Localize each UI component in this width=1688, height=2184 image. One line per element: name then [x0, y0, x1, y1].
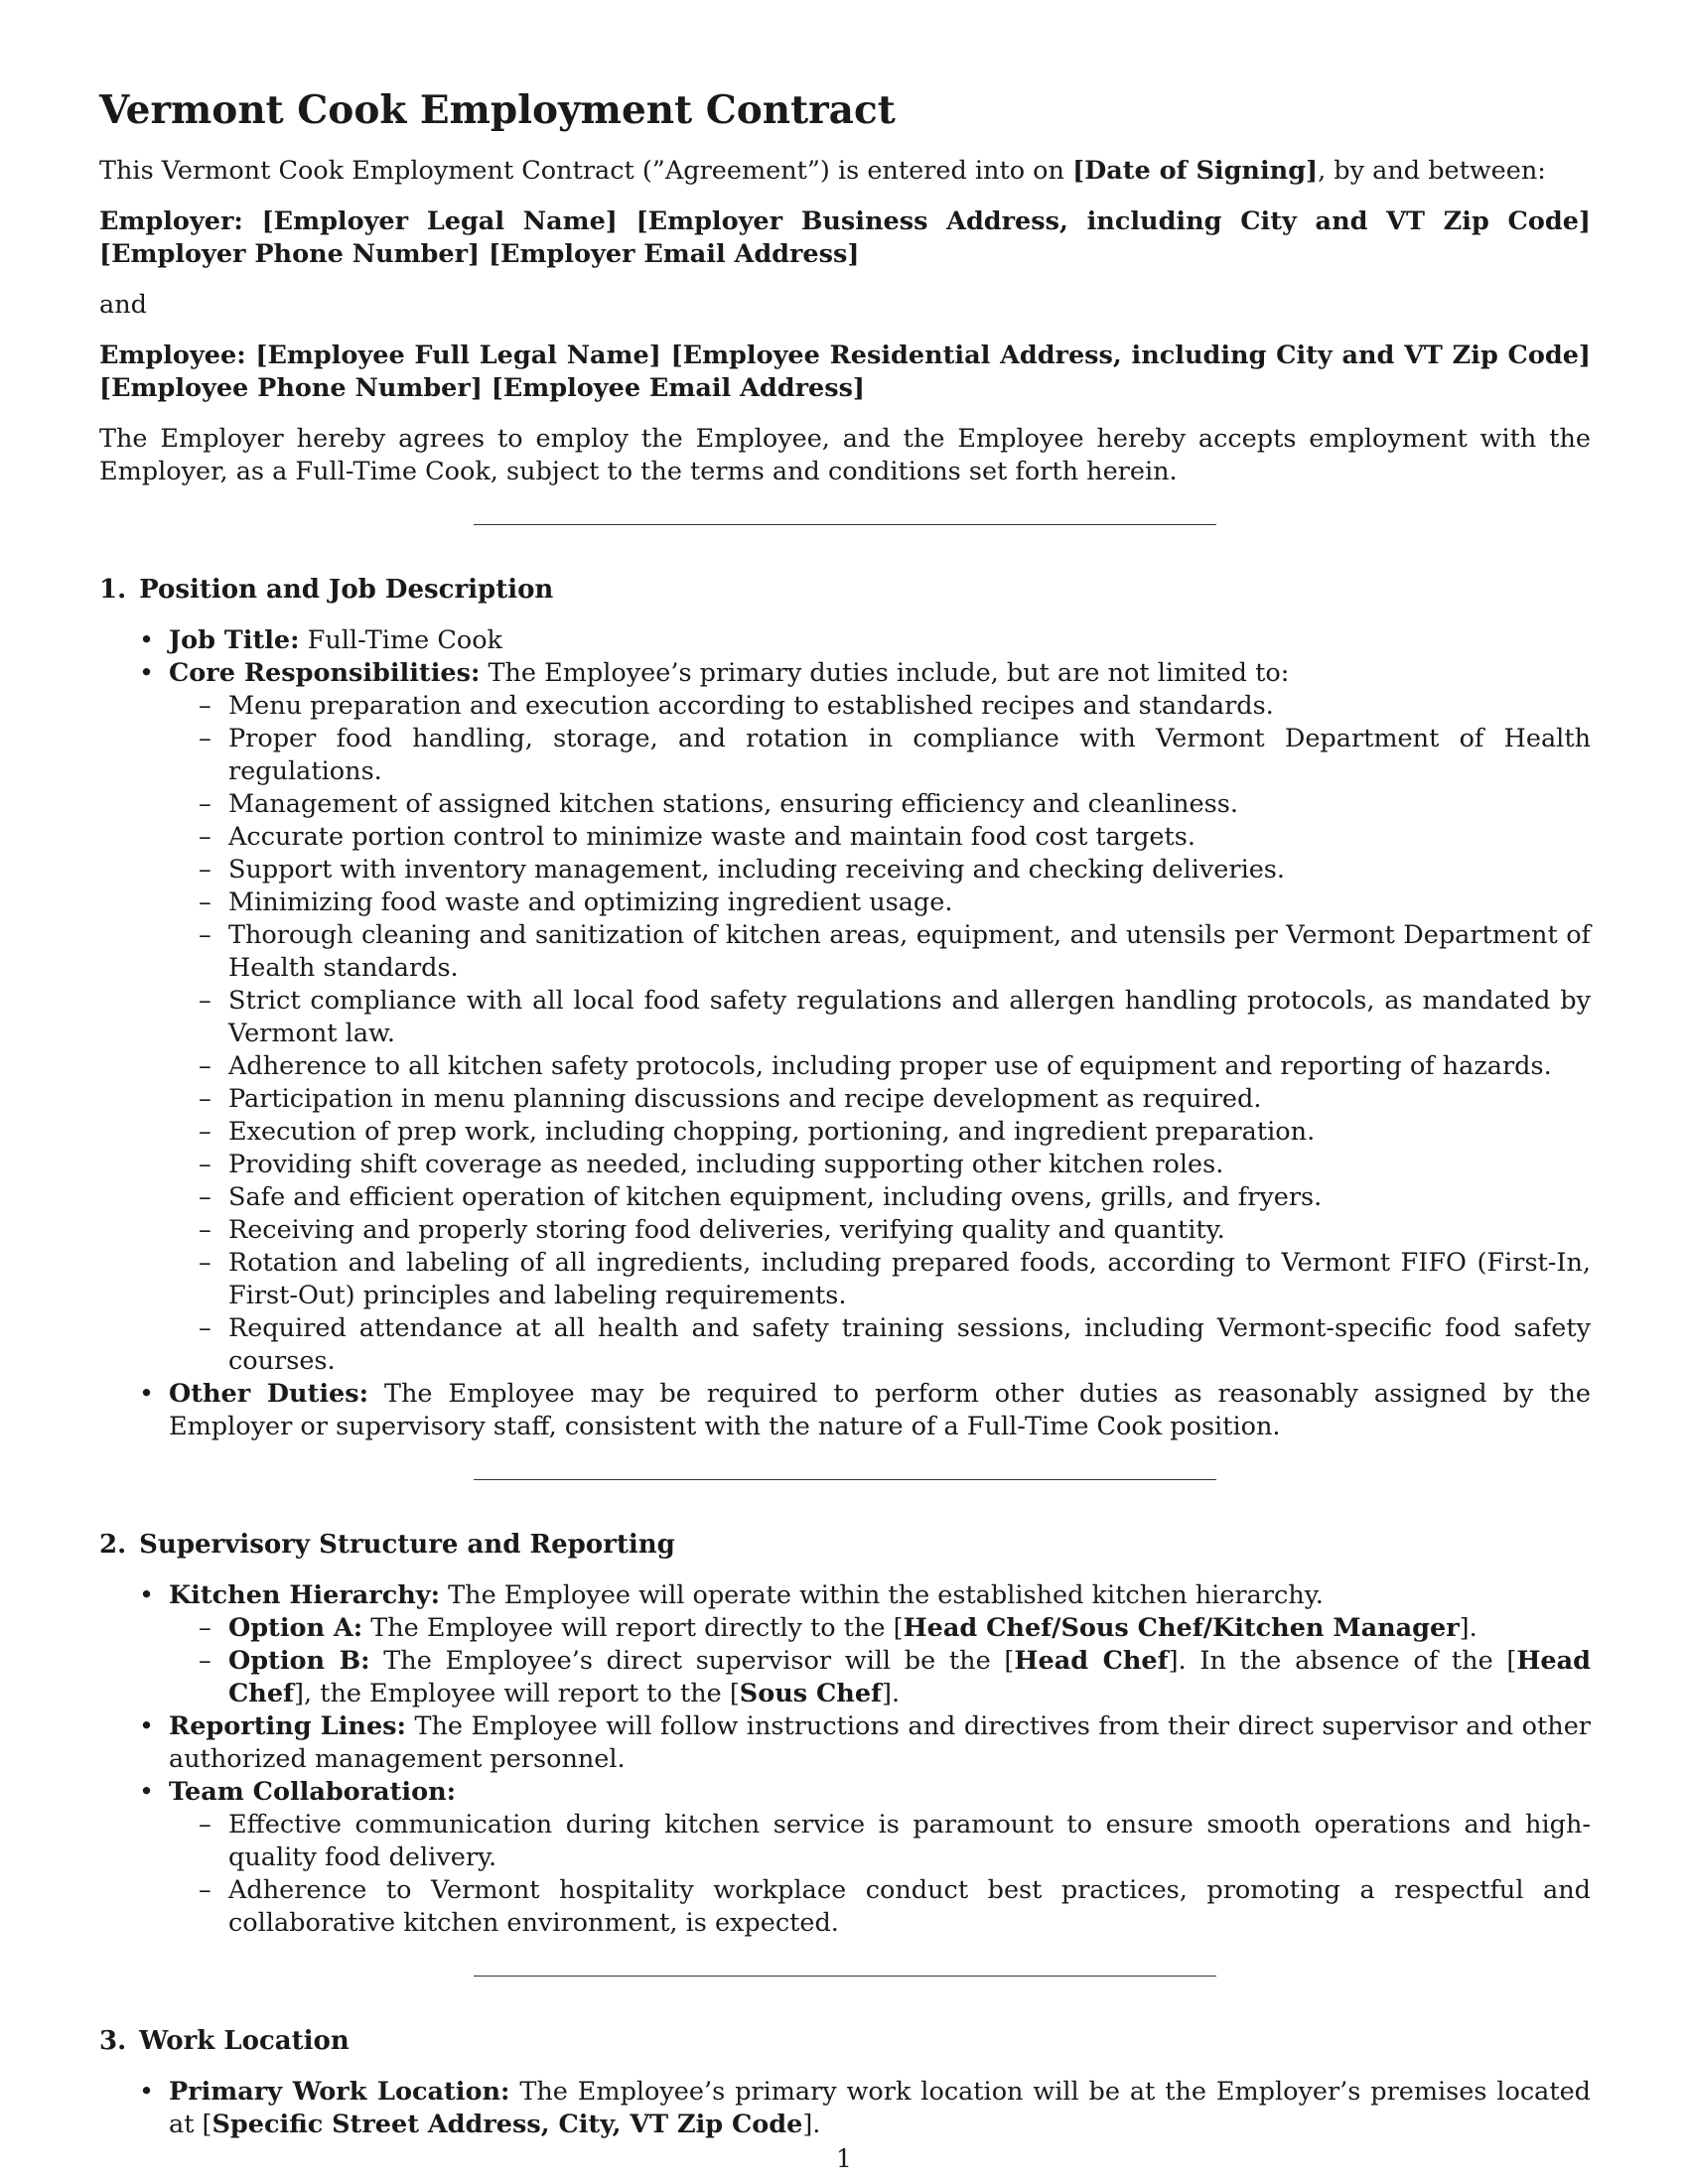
other-duties-item [169, 1378, 1591, 1443]
team-collaboration-list [169, 1809, 1591, 1940]
other-duties-text: The Employee may be required to perform other duties as reasonably assigned by the Employer or supervisory staff, consistent with the nature of a Full-Time Cook position. [169, 1379, 1591, 1441]
employee-block [99, 340, 1591, 405]
list-item: – Proper food handling, storage, and rotation in compliance with Vermont Department of Health regulations. [228, 723, 1591, 788]
core-responsibilities-item [169, 657, 1591, 1378]
and-text: and [99, 290, 147, 320]
primary-work-location-text: The Employee’s primary work location will be at the Employer’s premises located at [ [169, 2077, 1591, 2139]
list-item: – Strict compliance with all local food safety regulations and allergen handling protocols, as mandated by Vermont law. [228, 985, 1591, 1050]
reporting-lines-text: The Employee will follow instructions and directives from their direct supervisor and other authorized management personnel. [169, 1711, 1591, 1774]
list-item: – Execution of prep work, including chopping, portioning, and ingredient preparation. [228, 1116, 1591, 1149]
other-duties-label: Other Duties: [169, 1379, 369, 1409]
list-item: – Participation in menu planning discussions and recipe development as required. [228, 1083, 1591, 1116]
date-placeholder: [Date of Signing] [1072, 156, 1319, 186]
list-item: – Adherence to all kitchen safety protocols, including proper use of equipment and reporting of hazards. [228, 1050, 1591, 1083]
kitchen-hierarchy-text: The Employee will operate within the established kitchen hierarchy. [440, 1580, 1324, 1610]
section-3-heading: 3. Work Location [99, 2026, 350, 2056]
list-item: – Thorough cleaning and sanitization of kitchen areas, equipment, and utensils per Vermont Department of Health standards. [228, 919, 1591, 985]
list-item: – Adherence to Vermont hospitality workplace conduct best practices, promoting a respectful and collaborative kitchen environment, is expected. [228, 1874, 1591, 1940]
reporting-lines-item [169, 1710, 1591, 1776]
option-b-text-2: ]. In the absence of the [ [1168, 1646, 1517, 1676]
option-b-role-head-chef-2: Head Chef [228, 1646, 1592, 1708]
employer-details: [Employer Legal Name] [Employer Business Address, including City and VT Zip Code] [Employer Phone Number] [Employer Email Address] [99, 206, 1591, 269]
intro-paragraph [99, 155, 1591, 188]
list-item: – Rotation and labeling of all ingredients, including prepared foods, according to Vermont FIFO (First-In, First-Out) principles and labeling requirements. [228, 1247, 1591, 1312]
kitchen-hierarchy-item [169, 1579, 1591, 1710]
option-a-item [228, 1612, 1591, 1645]
reporting-lines-label: Reporting Lines: [169, 1711, 406, 1741]
list-item: – Safe and efficient operation of kitchen equipment, including ovens, grills, and fryers. [228, 1181, 1591, 1214]
work-address-placeholder: Specific Street Address, City, VT Zip Code [211, 2110, 803, 2139]
intro-text: This Vermont Cook Employment Contract (”Agreement”) is entered into on [99, 156, 1073, 186]
list-item: – Minimizing food waste and optimizing ingredient usage. [228, 887, 1591, 919]
team-collaboration-label: Team Collaboration: [169, 1777, 457, 1807]
intro-text-end: , by and between: [1318, 156, 1546, 186]
option-b-text-3: ], the Employee will report to the [ [294, 1679, 740, 1708]
employee-details: [Employee Full Legal Name] [Employee Residential Address, including City and VT Zip Code] [Employee Phone Number] [Employee Email Address] [99, 341, 1591, 403]
section-divider [474, 1479, 1216, 1480]
option-b-item [228, 1645, 1591, 1710]
section-2-list [99, 1579, 1591, 1940]
employer-block [99, 205, 1591, 271]
agreement-paragraph: The Employer hereby agrees to employ the Employee, and the Employee hereby accepts employment with the Employer, as a Full-Time Cook, subject to the terms and conditions set forth herein. [99, 424, 1591, 486]
responsibilities-list [169, 690, 1591, 1378]
list-item: – Receiving and properly storing food deliveries, verifying quality and quantity. [228, 1214, 1591, 1247]
section-divider [474, 1976, 1216, 1977]
kitchen-hierarchy-label: Kitchen Hierarchy: [169, 1580, 441, 1610]
job-title-label: Job Title: [169, 625, 300, 655]
job-title-value: Full-Time Cook [299, 625, 502, 655]
team-collaboration-item [169, 1776, 1591, 1940]
core-responsibilities-label: Core Responsibilities: [169, 658, 481, 688]
section-2-heading: 2. Supervisory Structure and Reporting [99, 1530, 675, 1560]
list-item: – Providing shift coverage as needed, including supporting other kitchen roles. [228, 1149, 1591, 1181]
contract-page [99, 85, 1591, 2141]
job-title-item [169, 624, 1591, 657]
section-divider [474, 524, 1216, 525]
hierarchy-options-list [169, 1612, 1591, 1710]
page-number: 1 [836, 2144, 852, 2173]
list-item: – Accurate portion control to minimize waste and maintain food cost targets. [228, 821, 1591, 854]
document-title: Vermont Cook Employment Contract [99, 87, 896, 133]
option-a-role: Head Chef/Sous Chef/Kitchen Manager [903, 1613, 1460, 1643]
primary-work-location-end: ]. [802, 2110, 821, 2139]
option-a-label: Option A: [228, 1613, 363, 1643]
primary-work-location-label: Primary Work Location: [169, 2077, 510, 2107]
list-item: – Support with inventory management, including receiving and checking deliveries. [228, 854, 1591, 887]
list-item: – Required attendance at all health and safety training sessions, including Vermont-specific food safety courses. [228, 1312, 1591, 1378]
list-item: – Effective communication during kitchen service is paramount to ensure smooth operations and high-quality food delivery. [228, 1809, 1591, 1874]
option-b-text: The Employee’s direct supervisor will be the [ [369, 1646, 1015, 1676]
employee-label: Employee: [99, 341, 246, 370]
option-b-label: Option B: [228, 1646, 370, 1676]
core-responsibilities-text: The Employee’s primary duties include, but are not limited to: [480, 658, 1290, 688]
list-item: – Menu preparation and execution according to established recipes and standards. [228, 690, 1591, 723]
option-a-end: ]. [1459, 1613, 1477, 1643]
section-3-list [99, 2076, 1591, 2141]
primary-work-location-item [169, 2076, 1591, 2141]
option-a-text: The Employee will report directly to the [ [362, 1613, 904, 1643]
option-b-end: ]. [882, 1679, 901, 1708]
section-1-heading: 1. Position and Job Description [99, 575, 554, 605]
option-b-role-head-chef: Head Chef [1014, 1646, 1169, 1676]
list-item: – Management of assigned kitchen stations, ensuring efficiency and cleanliness. [228, 788, 1591, 821]
employer-label: Employer: [99, 206, 243, 236]
section-1-list [99, 624, 1591, 1443]
option-b-role-sous-chef: Sous Chef [739, 1679, 883, 1708]
